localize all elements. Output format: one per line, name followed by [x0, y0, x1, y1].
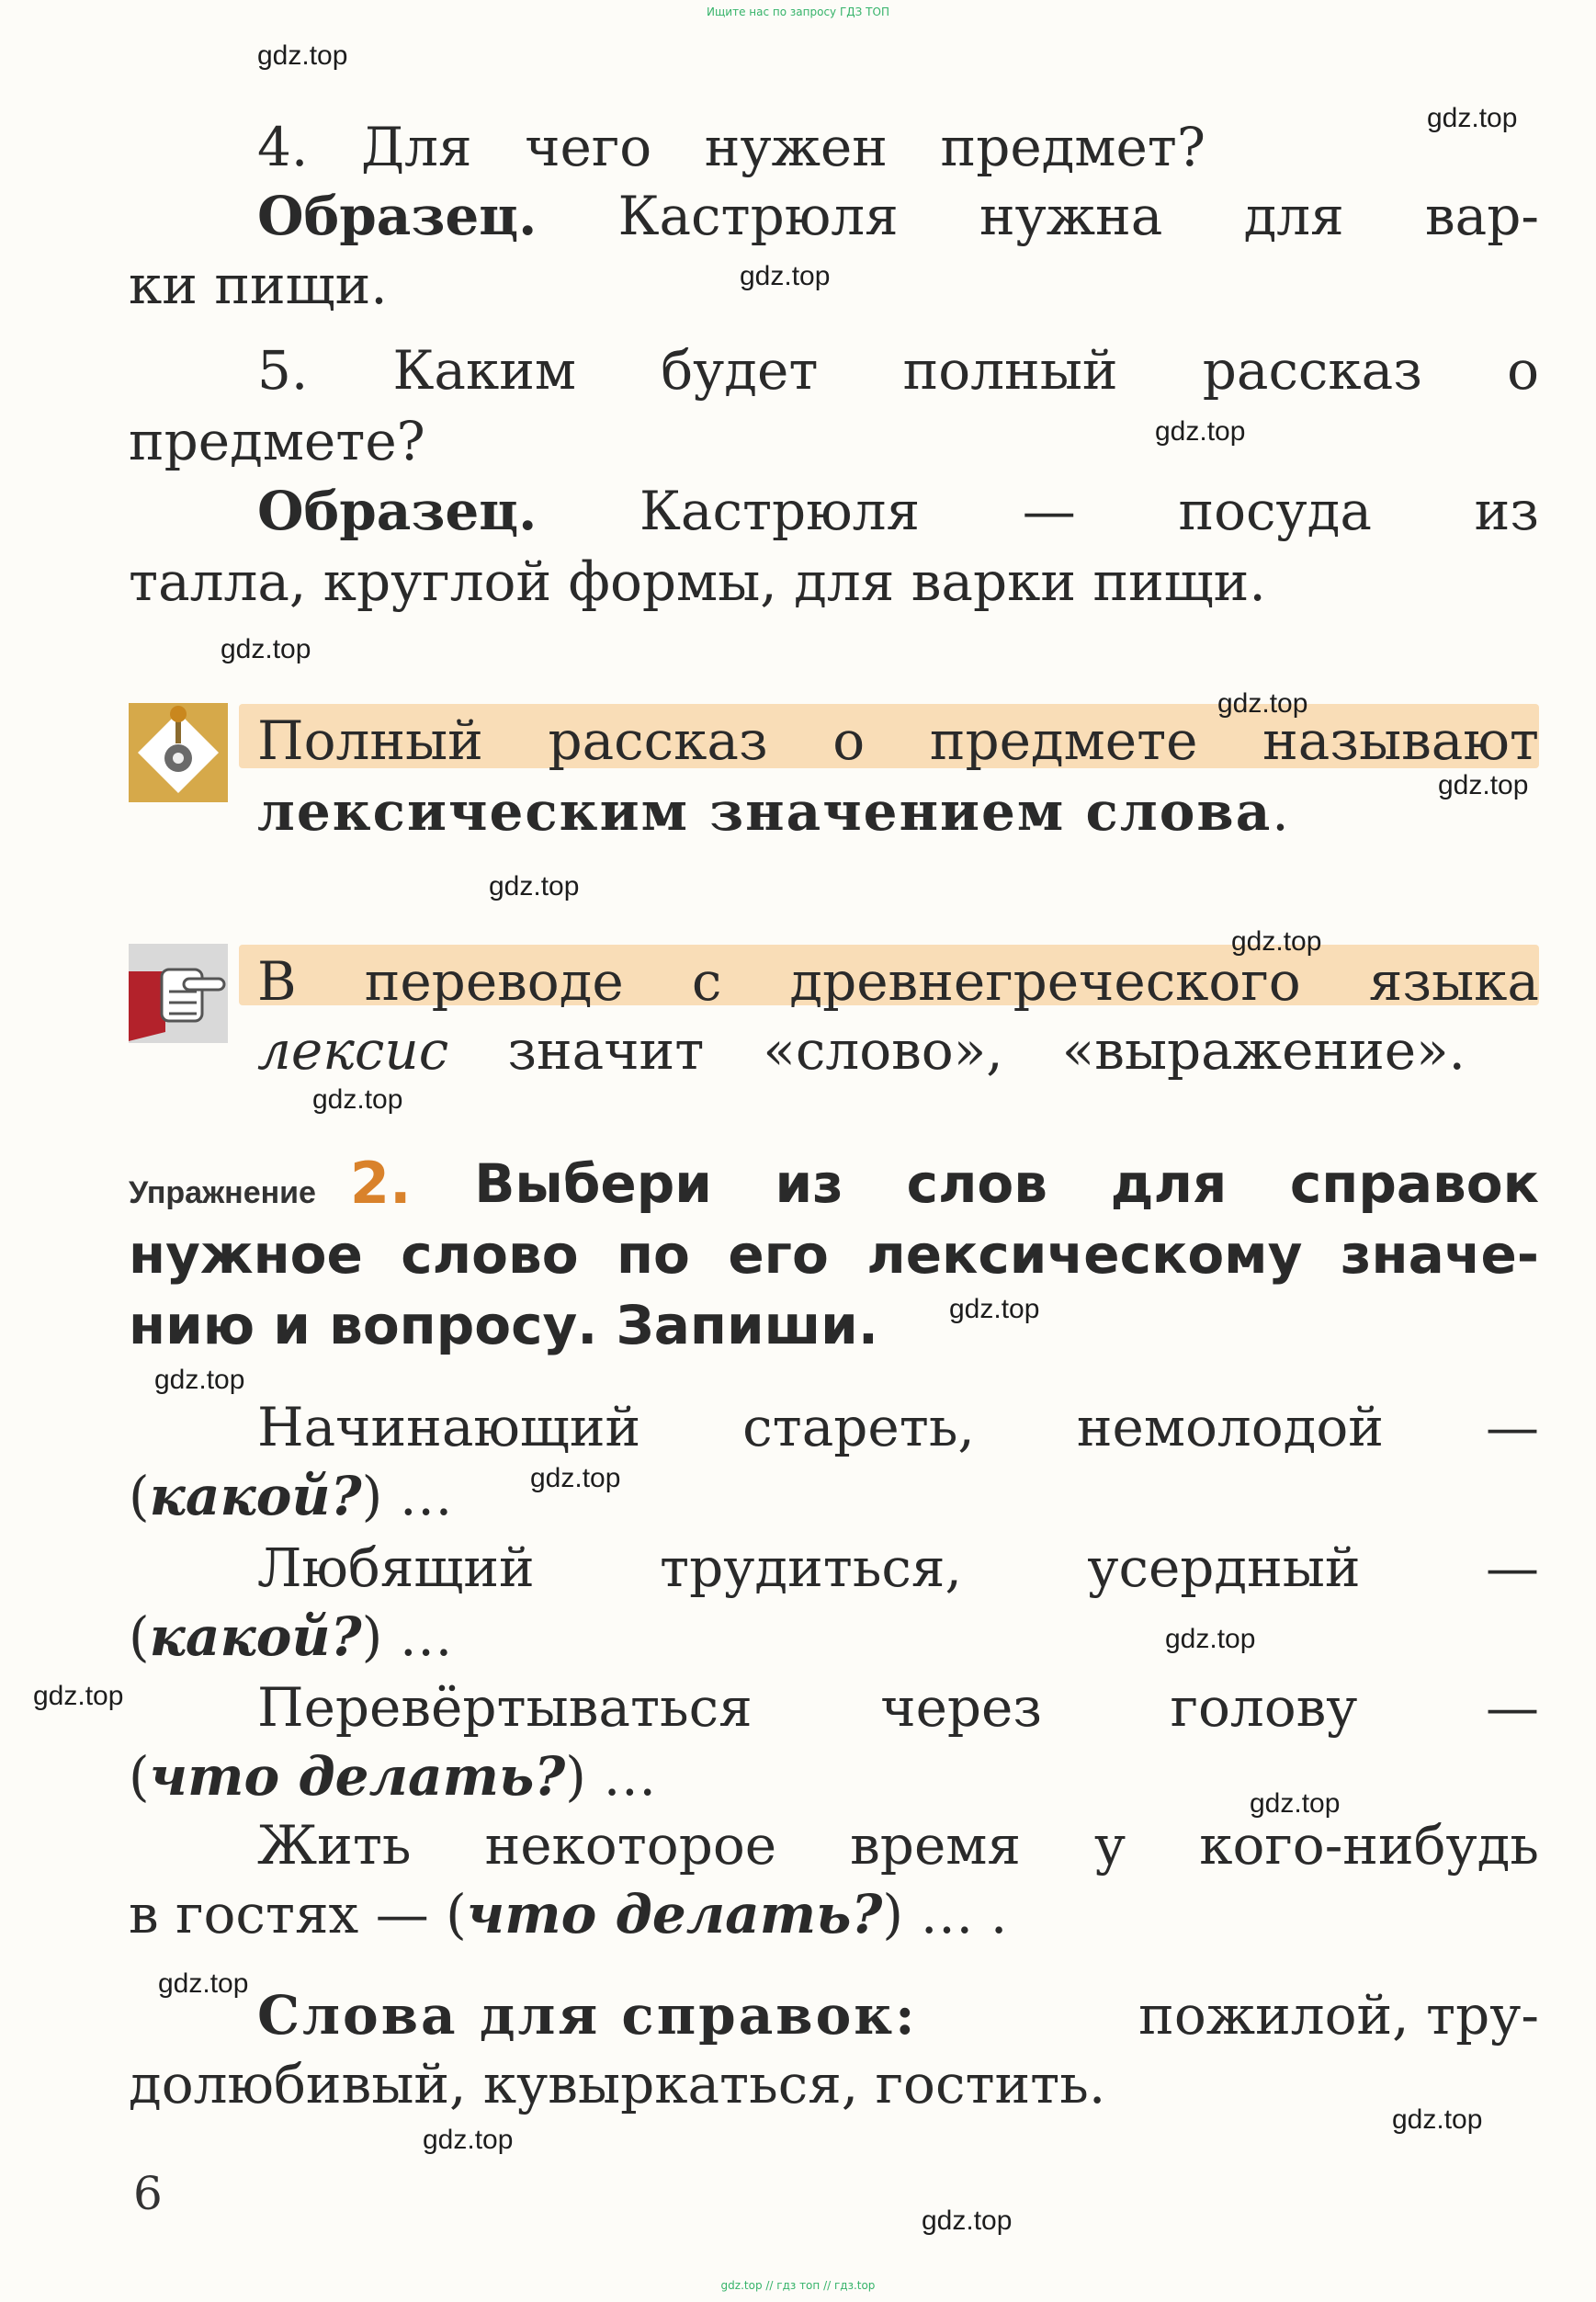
item4-line1: Жить некоторое время у кого-нибудь — [257, 1814, 1539, 1877]
watermark: gdz.top — [33, 1681, 124, 1711]
q4-sample-line1: Образец. Кастрюля нужна для вар- — [257, 181, 1539, 251]
exercise-label: Упражнение — [129, 1175, 316, 1210]
q5-sample-line1: Образец. Кастрюля — посуда из — [257, 476, 1539, 546]
bottom-banner: gdz.top // гдз топ // гдз.top — [720, 2279, 876, 2292]
exercise-line1: Упражнение 2. Выбери из слов для справок — [129, 1150, 1539, 1217]
q5-sample-line2: талла, круглой формы, для варки пищи. — [129, 550, 1266, 613]
italic-term: лексис — [257, 1019, 449, 1082]
exercise-line3: нию и вопросу. Запиши. — [129, 1294, 878, 1356]
rule-line1: Полный рассказ о предмете называют — [257, 709, 1539, 772]
sample-label: Образец. — [257, 185, 538, 247]
term-bold: лексическим значением слова — [257, 780, 1273, 843]
pointing-hand-icon — [129, 944, 228, 1043]
watermark: gdz.top — [530, 1463, 621, 1493]
question-hint: какой? — [149, 1465, 362, 1527]
item3-line1: Перевёртываться через голову — — [257, 1676, 1539, 1739]
watermark: gdz.top — [1165, 1624, 1256, 1654]
exercise-number: 2. — [349, 1150, 412, 1217]
page-number: 6 — [133, 2167, 163, 2220]
note-line1: В переводе с древнегреческого языка — [257, 950, 1539, 1013]
watermark: gdz.top — [1427, 103, 1518, 133]
watermark: gdz.top — [1438, 770, 1529, 800]
question-hint: что делать? — [149, 1745, 566, 1808]
exercise-line2: нужное слово по его лексическому значе- — [129, 1223, 1539, 1286]
item1-line2: (какой?) … — [129, 1465, 453, 1527]
watermark: gdz.top — [1250, 1788, 1341, 1819]
q4-sample-line2: ки пищи. — [129, 254, 388, 316]
watermark: gdz.top — [949, 1294, 1040, 1324]
watermark: gdz.top — [312, 1084, 403, 1115]
watermark: gdz.top — [1231, 926, 1322, 957]
watermark: gdz.top — [489, 871, 580, 902]
rule-icon — [129, 703, 228, 802]
item2-line1: Любящий трудиться, усердный — — [257, 1537, 1539, 1599]
watermark: gdz.top — [1392, 2104, 1483, 2135]
watermark: gdz.top — [1155, 416, 1246, 447]
watermark: gdz.top — [154, 1365, 245, 1395]
words-label: Слова для справок: — [257, 1984, 918, 2047]
q5-question-line1: 5. Каким будет полный рассказ о — [257, 339, 1539, 402]
words-line2: долюбивый, кувыркаться, гостить. — [129, 2053, 1106, 2115]
watermark: gdz.top — [221, 634, 311, 664]
item3-line2: (что делать?) … — [129, 1745, 657, 1808]
watermark: gdz.top — [423, 2125, 514, 2155]
question-hint: что делать? — [466, 1883, 883, 1945]
q5-question-line2: предмете? — [129, 410, 425, 472]
sample-label: Образец. — [257, 480, 538, 542]
top-banner: Ищите нас по запросу ГДЗ ТОП — [707, 6, 889, 18]
watermark: gdz.top — [1217, 688, 1308, 719]
note-line2: лексис значит «слово», «выражение». — [257, 1015, 1466, 1085]
item1-line1: Начинающий стареть, немолодой — — [257, 1396, 1539, 1458]
item4-line2: в гостях — (что делать?) … . — [129, 1883, 1008, 1945]
item2-line2: (какой?) … — [129, 1605, 453, 1668]
rule-line2: лексическим значением слова. — [257, 780, 1289, 843]
watermark: gdz.top — [740, 261, 831, 291]
question-hint: какой? — [149, 1605, 362, 1668]
watermark: gdz.top — [257, 40, 348, 71]
watermark: gdz.top — [158, 1968, 249, 1999]
words-line1: Слова для справок: пожилой, тру- — [257, 1980, 1539, 2050]
watermark: gdz.top — [922, 2206, 1013, 2236]
q4-question: 4. Для чего нужен предмет? — [257, 116, 1205, 178]
